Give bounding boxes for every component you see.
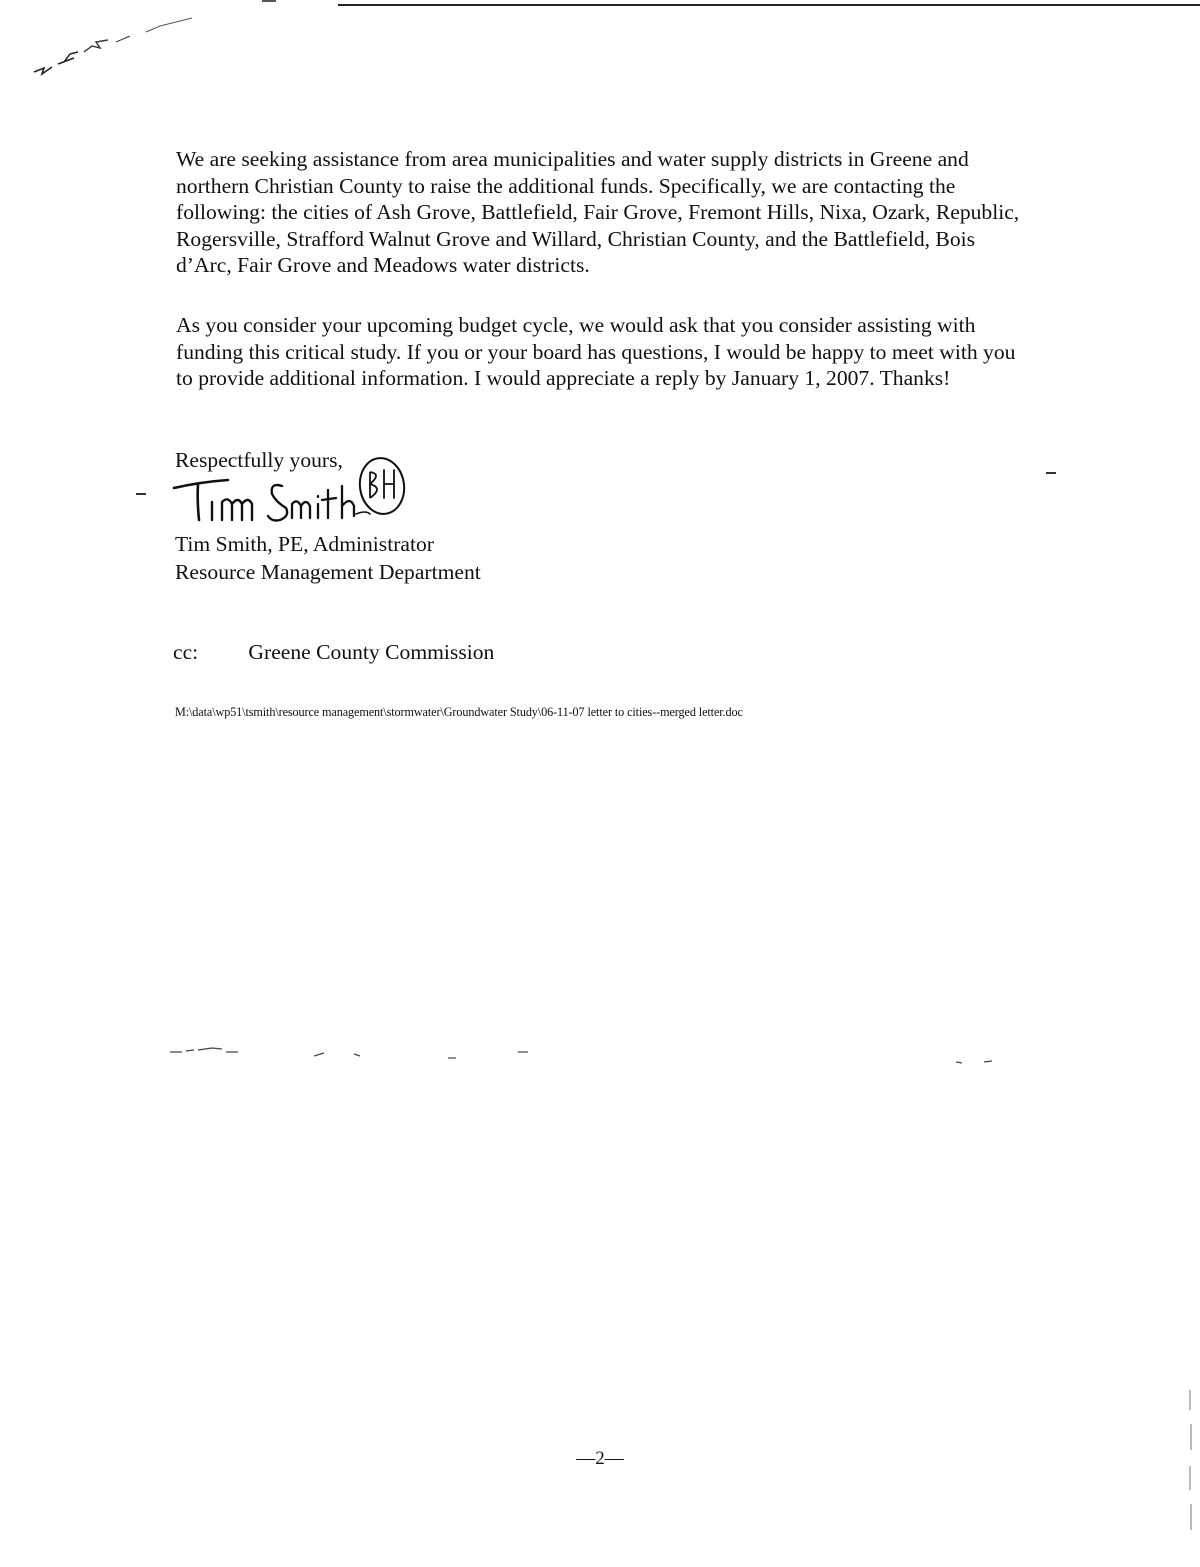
scan-artifact-line bbox=[262, 0, 276, 2]
scan-artifact-dash bbox=[1046, 472, 1056, 474]
cc-label: cc: bbox=[173, 640, 199, 664]
cc-line bbox=[173, 638, 494, 666]
handwritten-signature bbox=[170, 452, 420, 532]
scan-artifact-line bbox=[338, 4, 1200, 6]
signer-block bbox=[175, 530, 481, 586]
body-paragraph-budget-request: As you consider your upcoming budget cycle, we would ask that you consider assisting with funding this critical study. If you or your board has questions, I would be happy to meet with you to provide additional information. I would appreciate a reply by January 1, 2007. Thanks! bbox=[176, 313, 1016, 390]
cc-recipient: Greene County Commission bbox=[248, 640, 495, 664]
page-number: —2— bbox=[576, 1448, 624, 1469]
scan-artifact-specks bbox=[0, 1040, 1200, 1080]
file-path-footer: M:\data\wp51\tsmith\resource management\stormwater\Groundwater Study\06-11-07 letter to cities--merged letter.doc bbox=[175, 705, 743, 719]
scan-artifact-dash bbox=[136, 493, 146, 495]
body-paragraph-funding-request: We are seeking assistance from area municipalities and water supply districts in Greene and northern Christian County to raise the additional funds. Specifically, we are contacting the following: the cities of Ash Grove, Battlefield, Fair Grove, Fremont Hills, Nixa, Ozark, Republic, Rogersville, Strafford Walnut Grove and Willard, Christian County, and the Battlefield, Bois d’Arc, Fair Grove and Meadows water districts. bbox=[176, 147, 1020, 277]
closing-salutation: Respectfully yours, bbox=[175, 448, 343, 472]
signer-name: Tim Smith, PE, Administrator bbox=[175, 532, 434, 556]
signer-department: Resource Management Department bbox=[175, 560, 481, 584]
scan-artifact-mark bbox=[30, 12, 200, 82]
